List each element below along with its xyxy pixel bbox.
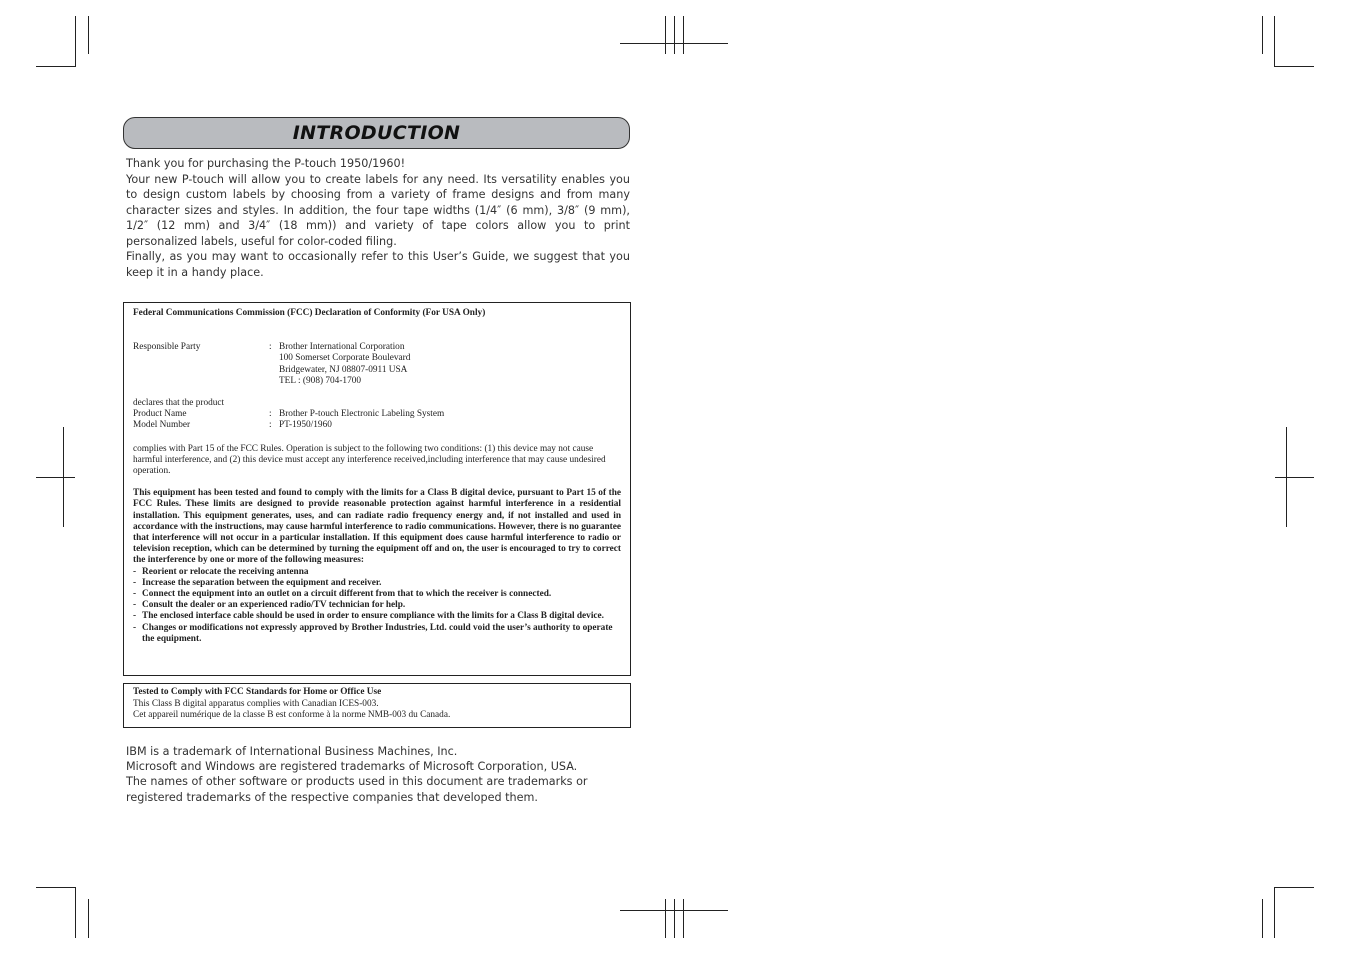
crop-mark [683,899,684,938]
trademark-line: IBM is a trademark of International Business Machines, Inc. [126,745,458,758]
crop-mark [683,16,684,54]
complies-text: complies with Part 15 of the FCC Rules. Operation is subject to the following two conditions: (1) this device may not cause harmful interference, and (2) this device must accept any interference received,including interference that may cause undesired operation. [133,443,606,477]
intro-paragraph: Finally, as you may want to occasionally refer to this User’s Guide, we suggest that you keep it in a handy place. [126,250,630,279]
crop-mark [674,899,675,938]
product-name-label: Product Name [133,409,187,420]
address-line: TEL : (908) 704-1700 [279,375,362,386]
fcc-declaration-box [123,302,631,676]
model-number-value: PT-1950/1960 [279,420,332,431]
list-item: - Reorient or relocate the receiving antenna [133,567,621,578]
model-number-label: Model Number [133,420,191,431]
section-title-bar [123,117,630,149]
crop-mark [75,887,76,938]
list-item: - Increase the separation between the equipment and receiver. [133,578,621,589]
crop-mark [36,477,75,478]
crop-mark [1274,16,1275,66]
address-line: Bridgewater, NJ 08807-0911 USA [279,364,408,375]
intro-paragraph: Thank you for purchasing the P-touch 1950/1960! [126,157,406,170]
fcc-title: Federal Communications Commission (FCC) Declaration of Conformity (For USA Only) [133,308,486,318]
ices-line: Cet appareil numérique de la classe B est conforme à la norme NMB-003 du Canada. [133,710,451,720]
crop-mark [88,16,89,54]
crop-mark [1274,66,1314,67]
colon: : [269,342,272,353]
trademarks-text [126,744,636,805]
crop-mark [88,899,89,938]
model-number-row [133,420,621,431]
crop-mark [75,16,76,66]
tested-text: This equipment has been tested and found to comply with the limits for a Class B digital device, pursuant to Part 15 of the FCC Rules. These limits are designed to provide reasonable protection against harmful interference in a residential installation. This equipment generates, uses, and can radiate radio frequency energy and, if not installed and used in accordance with the instructions, may cause harmful interference to radio communications. However, there is no guarantee that interference will not occur in a particular installation. If this equipment does cause harmful interference to radio or television reception, which can be determined by turning the equipment off and on, the user is encouraged to try to correct the interference by one or more of the following measures: [133,488,621,566]
list-item: - The enclosed interface cable should be used in order to ensure compliance with the limits for a Class B digital device. [133,611,621,622]
declares-text: declares that the product [133,398,225,409]
page-title: INTRODUCTION [292,122,461,144]
list-item: - Changes or modifications not expressly approved by Brother Industries, Ltd. could void the user’s authority to operate the equipment. [133,623,621,645]
trademark-line: The names of other software or products used in this document are trademarks or registered trademarks of the respective companies that developed them. [126,775,588,804]
crop-mark [63,427,64,527]
measures-list [133,567,621,645]
product-name-row [133,409,621,420]
crop-mark [36,66,76,67]
crop-mark [36,887,76,888]
crop-mark [1286,427,1287,527]
responsible-party-row [133,342,621,387]
crop-mark [1274,887,1314,888]
trademark-line: Microsoft and Windows are registered trademarks of Microsoft Corporation, USA. [126,760,578,774]
product-name-value: Brother P-touch Electronic Labeling System [279,409,445,420]
colon: : [269,420,272,431]
ices-title: Tested to Comply with FCC Standards for Home or Office Use [133,687,382,697]
responsible-party-label: Responsible Party [133,342,201,353]
crop-mark [674,16,675,54]
crop-mark [1275,477,1314,478]
intro-text [126,156,630,280]
address-line: Brother International Corporation [279,342,405,353]
colon: : [269,409,272,420]
list-item: - Connect the equipment into an outlet on a circuit different from that to which the receiver is connected. [133,589,621,600]
crop-mark [1274,887,1275,938]
responsible-party-value [279,342,621,387]
crop-mark [1262,16,1263,54]
crop-mark [665,16,666,54]
address-line: 100 Somerset Corporate Boulevard [279,353,411,364]
ices-line: This Class B digital apparatus complies with Canadian ICES-003. [133,698,379,709]
intro-paragraph: Your new P-touch will allow you to create labels for any need. Its versatility enables you to design custom labels by choosing from a variety of frame designs and from many character sizes and styles. In addition, the four tape widths (1/4″ (6 mm), 3/8″ (9 mm), 1/2″ (12 mm) and 3/4″ (18 mm)) and variety of tape colors allow you to print personalized labels, useful for color-coded filing. [126,172,630,248]
ices-compliance-box [123,683,631,728]
list-item: - Consult the dealer or an experienced radio/TV technician for help. [133,600,621,611]
crop-mark [1262,899,1263,938]
crop-mark [665,899,666,938]
